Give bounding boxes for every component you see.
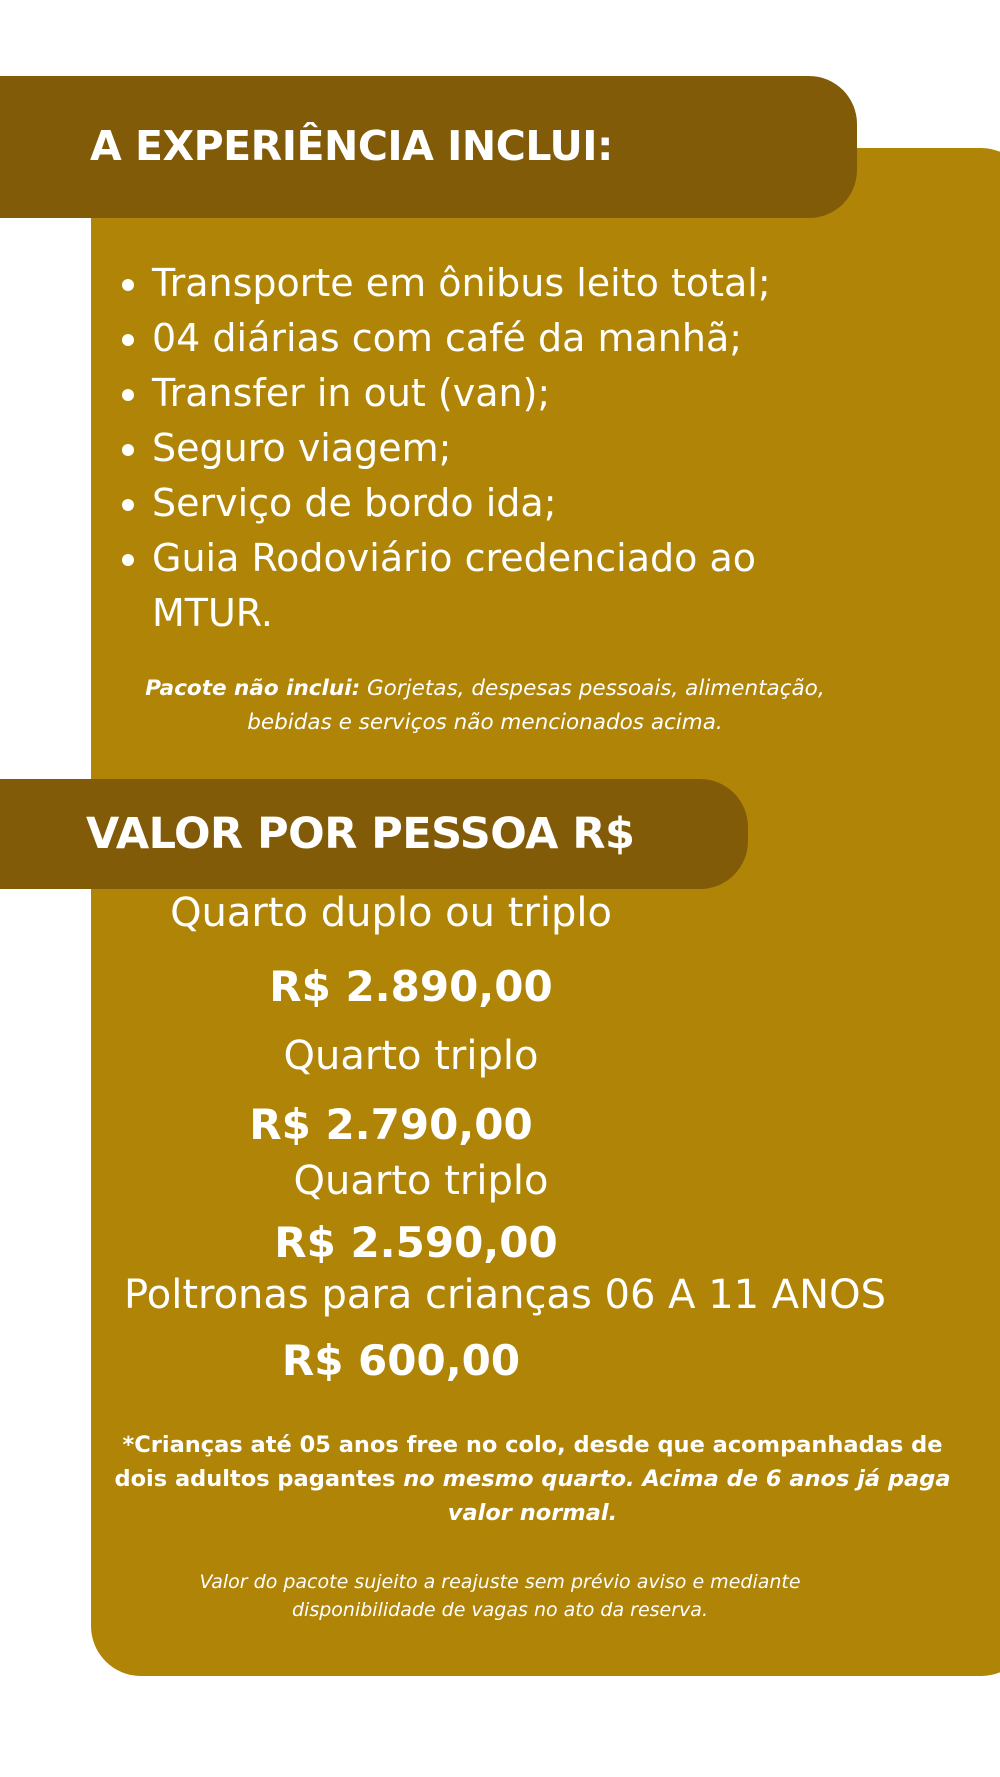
list-item: • Guia Rodoviário credenciado ao MTUR.	[152, 531, 872, 641]
list-item: • 04 diárias com café da manhã;	[152, 311, 872, 366]
room-option-price: R$ 600,00	[281, 1336, 521, 1385]
children-policy-part1: *Crianças até 05 anos free no colo, desde que acompanhadas de dois adultos pagantes	[114, 1432, 943, 1492]
not-included-text: Gorjetas, despesas pessoais, alimentação, bebidas e serviços não mencionados acima.	[247, 676, 825, 735]
room-option-label: Poltronas para crianças 06 A 11 ANOS	[124, 1272, 886, 1318]
not-included-label: Pacote não inclui:	[145, 676, 361, 701]
room-option-price: R$ 2.590,00	[274, 1218, 558, 1267]
includes-banner	[0, 76, 857, 218]
list-item: • Serviço de bordo ida;	[152, 476, 872, 531]
room-option-label: Quarto duplo ou triplo	[170, 890, 612, 936]
list-item: • Seguro viagem;	[152, 421, 872, 476]
room-option-label: Quarto triplo	[283, 1033, 539, 1079]
list-item: • Transfer in out (van);	[152, 366, 872, 421]
room-option-price: R$ 2.790,00	[249, 1100, 533, 1149]
room-option-price: R$ 2.890,00	[269, 962, 553, 1011]
includes-title: A EXPERIÊNCIA INCLUI:	[90, 122, 613, 170]
room-option-label: Quarto triplo	[293, 1158, 549, 1204]
includes-list	[118, 256, 872, 641]
children-policy-part2: no mesmo quarto. Acima de 6 anos já paga valor normal.	[395, 1466, 951, 1526]
list-item: • Transporte em ônibus leito total;	[152, 256, 872, 311]
price-disclaimer: Valor do pacote sujeito a reajuste sem prévio aviso e mediante disponibilidade de vagas no ato da reserva.	[199, 1571, 801, 1621]
children-policy-note	[100, 1428, 965, 1530]
not-included-note	[100, 672, 870, 740]
price-banner	[0, 779, 748, 889]
price-title: VALOR POR PESSOA R$	[86, 809, 635, 859]
